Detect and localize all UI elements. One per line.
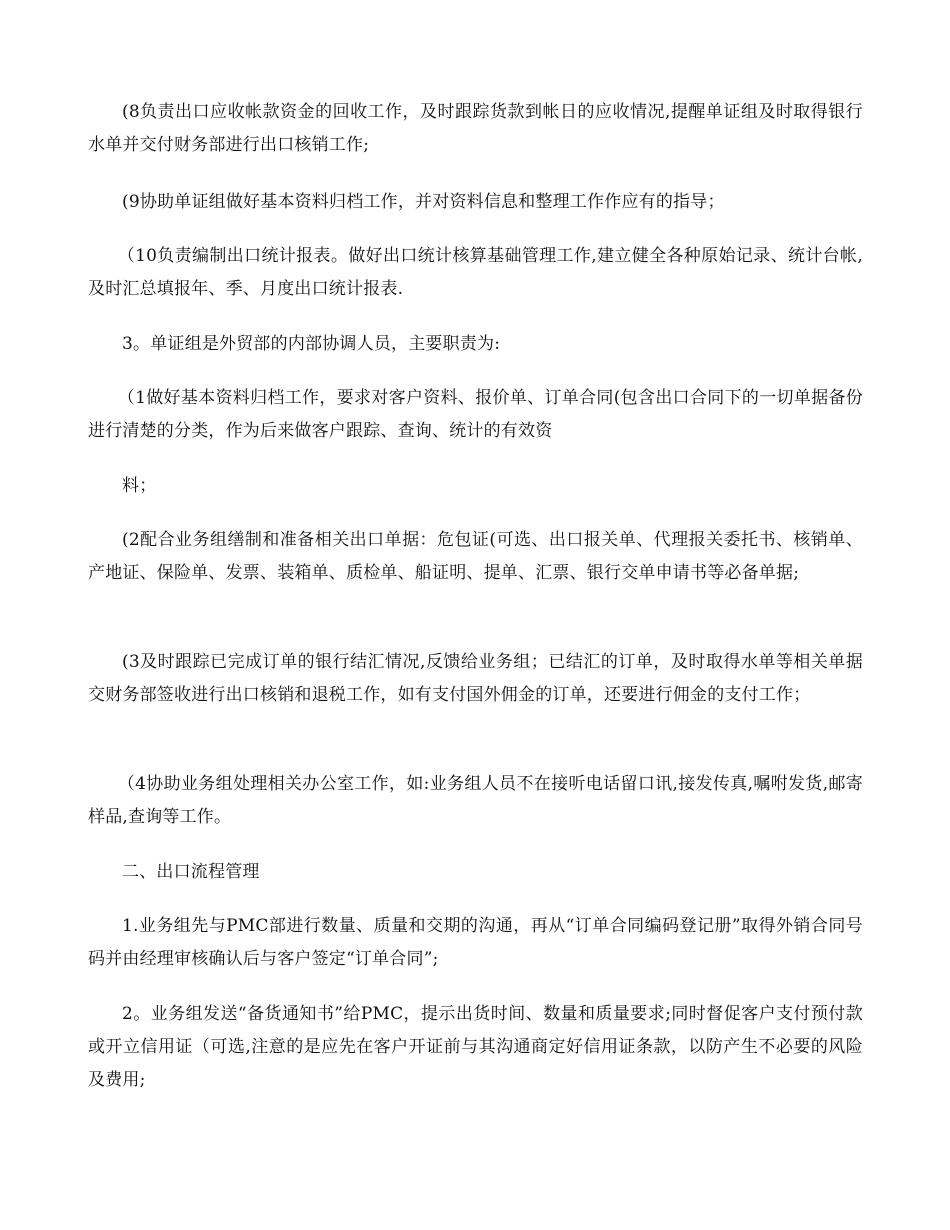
paragraph-3-3: (3及时跟踪已完成订单的银行结汇情况,反馈给业务组；已结汇的订单，及时取得水单等相关单据交财务部签收进行出口核销和退税工作，如有支付国外佣金的订单，还要进行佣金的支付工作； [88, 652, 863, 705]
paragraph-3-1: （1做好基本资料归档工作，要求对客户资料、报价单、订单合同(包含出口合同下的一切单据备份进行清楚的分类，作为后来做客户跟踪、查询、统计的有效资 [88, 388, 863, 441]
section-heading-export-flow: 二、出口流程管理 [122, 862, 260, 882]
paragraph-flow-1: 1.业务组先与PMC部进行数量、质量和交期的沟通，再从“订单合同编码登记册”取得外销合同号码并由经理审核确认后与客户签定“订单合同”; [88, 916, 863, 969]
paragraph-section-3: 3。单证组是外贸部的内部协调人员，主要职责为: [122, 334, 501, 354]
paragraph-3-2: (2配合业务组缮制和准备相关出口单据：危包证(可选、出口报关单、代理报关委托书、核销单、产地证、保险单、发票、装箱单、质检单、船证明、提单、汇票、银行交单申请书等必备单据; [88, 530, 863, 583]
paragraph-3-4: （4协助业务组处理相关办公室工作，如:业务组人员不在接听电话留口讯,接发传真,嘱咐发货,邮寄样品,查询等工作。 [88, 774, 863, 827]
paragraph-10: （10负责编制出口统计报表。做好出口统计核算基础管理工作,建立健全各种原始记录、统计台帐,及时汇总填报年、季、月度出口统计报表. [88, 246, 863, 299]
paragraph-3-1-continued: 料； [122, 476, 157, 496]
paragraph-flow-2: 2。业务组发送“备货通知书”给PMC，提示出货时间、数量和质量要求;同时督促客户支付预付款或开立信用证（可选,注意的是应先在客户开证前与其沟通商定好信用证条款，以防产生不必要的风险及费用; [88, 1004, 863, 1090]
paragraph-8: (8负责出口应收帐款资金的回收工作，及时跟踪货款到帐日的应收情况,提醒单证组及时取得银行水单并交付财务部进行出口核销工作; [88, 102, 863, 155]
paragraph-9: (9协助单证组做好基本资料归档工作，并对资料信息和整理工作作应有的指导； [122, 192, 725, 212]
